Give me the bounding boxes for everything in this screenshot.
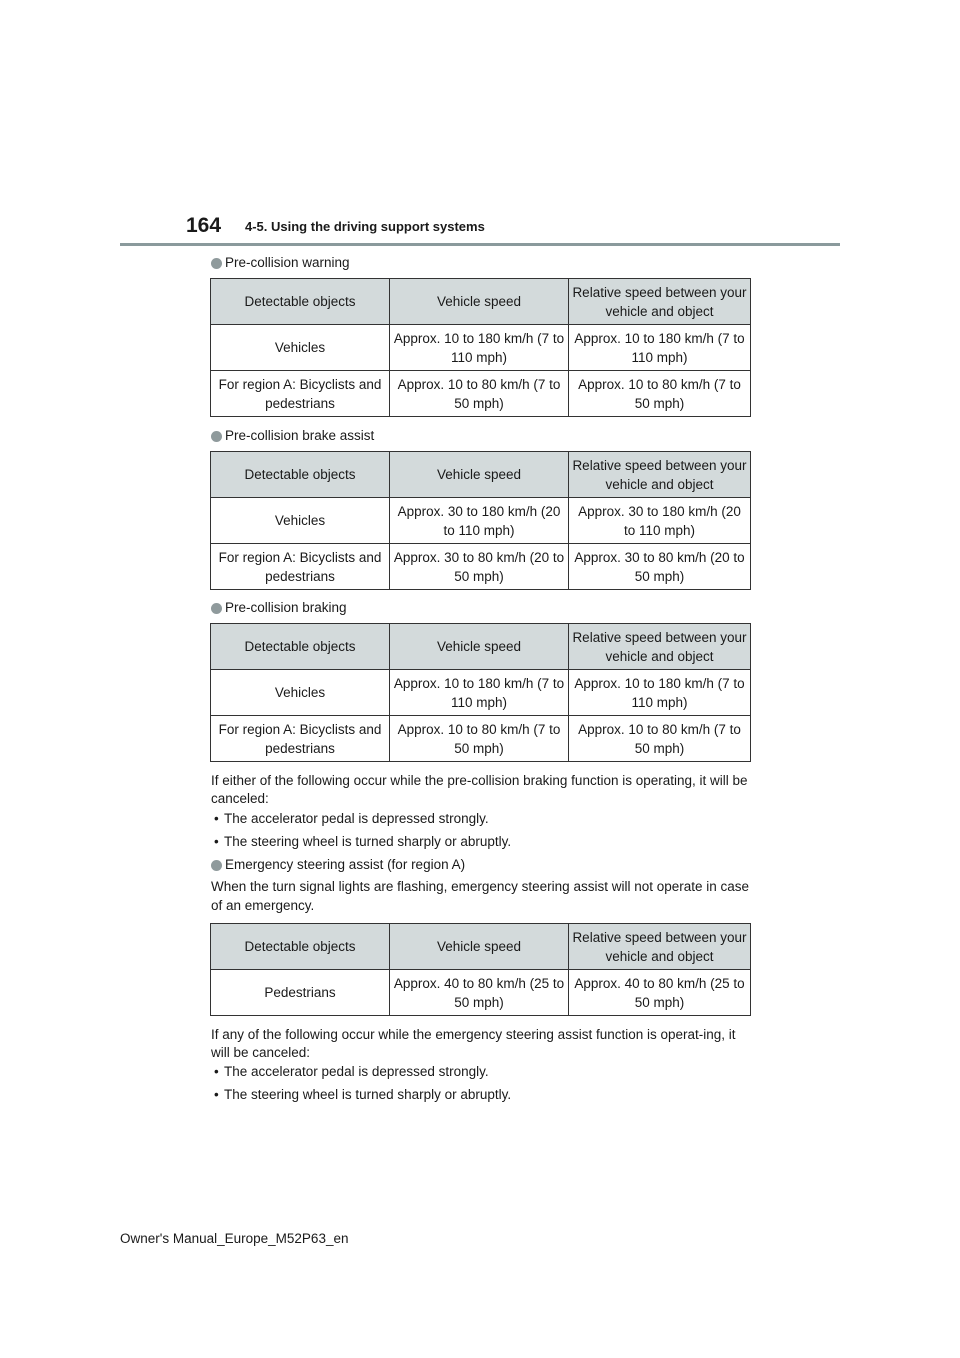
steering-intro: When the turn signal lights are flashing, emergency steering assist will not operate in case of an emergency. [211,879,750,913]
warning-title: Pre-collision warning [225,255,350,270]
header-relative-speed: Relative speed between your vehicle and object [569,624,751,670]
warning-table [210,278,751,417]
steering-table [210,923,751,1016]
table-header-row [211,452,751,498]
braking-heading [211,599,347,617]
table-cell: Vehicles [211,325,390,371]
table-row [211,716,751,762]
table-cell: Approx. 10 to 80 km/h (7 to 50 mph) [569,716,751,762]
bullet-icon [211,258,222,269]
table-cell: Vehicles [211,498,390,544]
table-cell: Approx. 10 to 80 km/h (7 to 50 mph) [390,716,569,762]
header-relative-speed: Relative speed between your vehicle and object [569,279,751,325]
table-row [211,970,751,1016]
table-row [211,670,751,716]
header-detectable-objects: Detectable objects [211,452,390,498]
table-cell: Approx. 30 to 180 km/h (20 to 110 mph) [390,498,569,544]
table-cell: Approx. 30 to 80 km/h (20 to 50 mph) [569,544,751,590]
table-cell: Approx. 10 to 180 km/h (7 to 110 mph) [390,670,569,716]
header-vehicle-speed: Vehicle speed [390,452,569,498]
header-relative-speed: Relative speed between your vehicle and object [569,924,751,970]
footer-text: Owner's Manual_Europe_M52P63_en [120,1231,349,1246]
brake-assist-table [210,451,751,590]
table-cell: For region A: Bicyclists and pedestrians [211,716,390,762]
brake-assist-heading [211,427,374,445]
table-cell: Approx. 30 to 80 km/h (20 to 50 mph) [390,544,569,590]
table-cell: For region A: Bicyclists and pedestrians [211,371,390,417]
steering-title: Emergency steering assist (for region A) [225,857,466,872]
header-vehicle-speed: Vehicle speed [390,624,569,670]
table-row [211,544,751,590]
table-header-row [211,624,751,670]
bullet-icon [211,860,222,871]
table-cell: Approx. 40 to 80 km/h (25 to 50 mph) [569,970,751,1016]
table-cell: Approx. 10 to 80 km/h (7 to 50 mph) [569,371,751,417]
header-detectable-objects: Detectable objects [211,624,390,670]
list-item: • The accelerator pedal is depressed strongly. [214,811,489,826]
table-cell: Approx. 40 to 80 km/h (25 to 50 mph) [390,970,569,1016]
table-cell: Approx. 30 to 180 km/h (20 to 110 mph) [569,498,751,544]
braking-table [210,623,751,762]
table-row [211,325,751,371]
table-header-row [211,279,751,325]
table-header-row [211,924,751,970]
section-title: 4-5. Using the driving support systems [245,219,485,234]
steering-cancel-text: If any of the following occur while the emergency steering assist function is operat-ing, it will be canceled: [211,1027,736,1060]
bullet-icon [211,431,222,442]
list-item: • The accelerator pedal is depressed strongly. [214,1064,489,1079]
list-item: • The steering wheel is turned sharply or abruptly. [214,1087,512,1102]
table-cell: Approx. 10 to 180 km/h (7 to 110 mph) [569,325,751,371]
table-cell: For region A: Bicyclists and pedestrians [211,544,390,590]
header-relative-speed: Relative speed between your vehicle and object [569,452,751,498]
table-cell: Approx. 10 to 80 km/h (7 to 50 mph) [390,371,569,417]
bullet-icon [211,603,222,614]
table-cell: Vehicles [211,670,390,716]
list-item: • The steering wheel is turned sharply or abruptly. [214,834,512,849]
brake-assist-title: Pre-collision brake assist [225,428,375,443]
page-number: 164 [186,214,222,237]
header-detectable-objects: Detectable objects [211,924,390,970]
header-divider [120,243,840,246]
steering-heading [211,856,465,874]
table-cell: Approx. 10 to 180 km/h (7 to 110 mph) [390,325,569,371]
braking-title: Pre-collision braking [225,600,347,615]
braking-cancel-text: If either of the following occur while the pre-collision braking function is operating, it will be canceled: [211,773,748,806]
header-detectable-objects: Detectable objects [211,279,390,325]
table-cell: Approx. 10 to 180 km/h (7 to 110 mph) [569,670,751,716]
table-cell: Pedestrians [211,970,390,1016]
header-vehicle-speed: Vehicle speed [390,924,569,970]
header-vehicle-speed: Vehicle speed [390,279,569,325]
table-row [211,371,751,417]
warning-heading [211,254,350,272]
table-row [211,498,751,544]
